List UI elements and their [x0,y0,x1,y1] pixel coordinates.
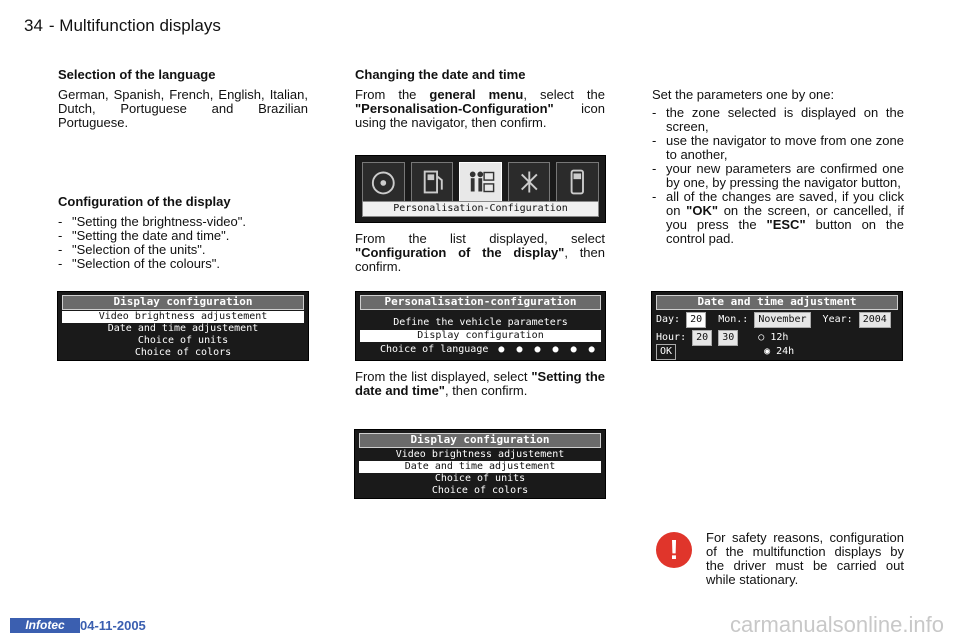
config-section [58,195,308,271]
params-intro: Set the parameters one by one: [652,87,835,102]
display-config-screen [57,291,309,361]
config-item: - "Selection of the colours". [58,257,308,271]
page-header [24,16,221,36]
option-12h: 12h [770,332,789,343]
icon-bar-screen [355,155,606,223]
year-field: 2004 [859,312,891,328]
language-flag-icons: ● ● ● ● ● ● [498,344,598,355]
language-text: German, Spanish, French, English, Italian, Dutch, Portuguese and Brazilian Portuguese. [58,87,308,130]
screen-item: Define the vehicle parameters [393,317,568,328]
hour-field: 20 [692,330,712,346]
warning-icon: ! [656,532,692,568]
display-config-screen-2 [354,429,606,499]
safety-note [706,531,904,587]
format-row [656,344,898,358]
param-step-save: - all of the changes are saved, if you click on "OK" on the screen, or cancelled, if you press the "ESC" button on the control pad. [652,190,904,246]
screen-item-selected: Display configuration [360,330,601,342]
personalisation-screen [355,291,606,361]
radio-12h-icon: ○ [758,332,765,343]
screen-item: Choice of colors [134,347,232,358]
step-3-block [355,370,605,398]
date-row: Day: 20 Mon.: November Year: 2004 [656,312,898,326]
screen-item-selected: Date and time adjustement [359,461,601,473]
menu-icon-bar [362,162,599,202]
step-1: From the general menu, select the "Personalisation-Configuration" icon using the navigator, then confirm. [355,87,605,130]
step-2: From the list displayed, select "Configuration of the display", then confirm. [355,231,606,274]
screen-item-label: Choice of language [380,344,489,355]
date-time-screen [651,291,903,361]
screen-item: Choice of units [434,473,526,484]
column-right [652,88,904,246]
screen-title: Display configuration [62,295,304,310]
day-field: 20 [686,312,706,328]
month-field: November [754,312,810,328]
screen-item-selected: Video brightness adjustement [62,311,304,323]
hour-row: Hour: 20 30 ○ 12h [656,330,898,344]
config-item: - "Setting the brightness-video". [58,215,308,229]
screen-item [360,344,601,356]
phone-icon [556,162,599,202]
safety-text: For safety reasons, configuration of the multifunction displays by the driver must be carried out while stationary. [706,530,904,587]
footer-date: 04-11-2005 [80,618,146,633]
param-step: - use the navigator to move from one zone to another, [652,134,904,162]
screen-item: Video brightness adjustement [395,449,565,460]
audio-icon [362,162,405,202]
screen-title: Display configuration [359,433,601,448]
ok-button: OK [656,344,676,360]
screen-title: Personalisation-configuration [360,295,601,310]
screen-item: Choice of colors [431,485,529,496]
config-item: - "Selection of the units". [58,243,308,257]
param-step: - your new parameters are confirmed one by one, by pressing the navigator button, [652,162,904,190]
personalisation-icon [459,162,502,202]
minute-field: 30 [718,330,738,346]
page-title: - Multifunction displays [48,16,221,35]
option-24h: 24h [776,346,795,357]
config-item: - "Setting the date and time". [58,229,308,243]
radio-24h-icon: ◉ [764,346,771,357]
screen-item: Choice of units [137,335,229,346]
screen-item: Date and time adjustement [107,323,259,334]
icon-bar-label: Personalisation-Configuration [362,201,599,217]
step-2-block [355,232,605,274]
page-number: 34 [24,16,43,35]
watermark: carmanualsonline.info [729,612,944,637]
config-heading: Configuration of the display [58,194,231,209]
column-left [58,68,308,130]
climate-icon [508,162,551,202]
param-step: - the zone selected is displayed on the screen, [652,106,904,134]
date-time-heading: Changing the date and time [355,67,526,82]
language-heading: Selection of the language [58,67,216,82]
column-middle [355,68,605,130]
infotec-logo: Infotec [10,618,80,633]
step-3: From the list displayed, select "Setting the date and time", then confirm. [355,369,605,398]
fuel-pump-icon [411,162,454,202]
screen-title: Date and time adjustment [656,295,898,310]
